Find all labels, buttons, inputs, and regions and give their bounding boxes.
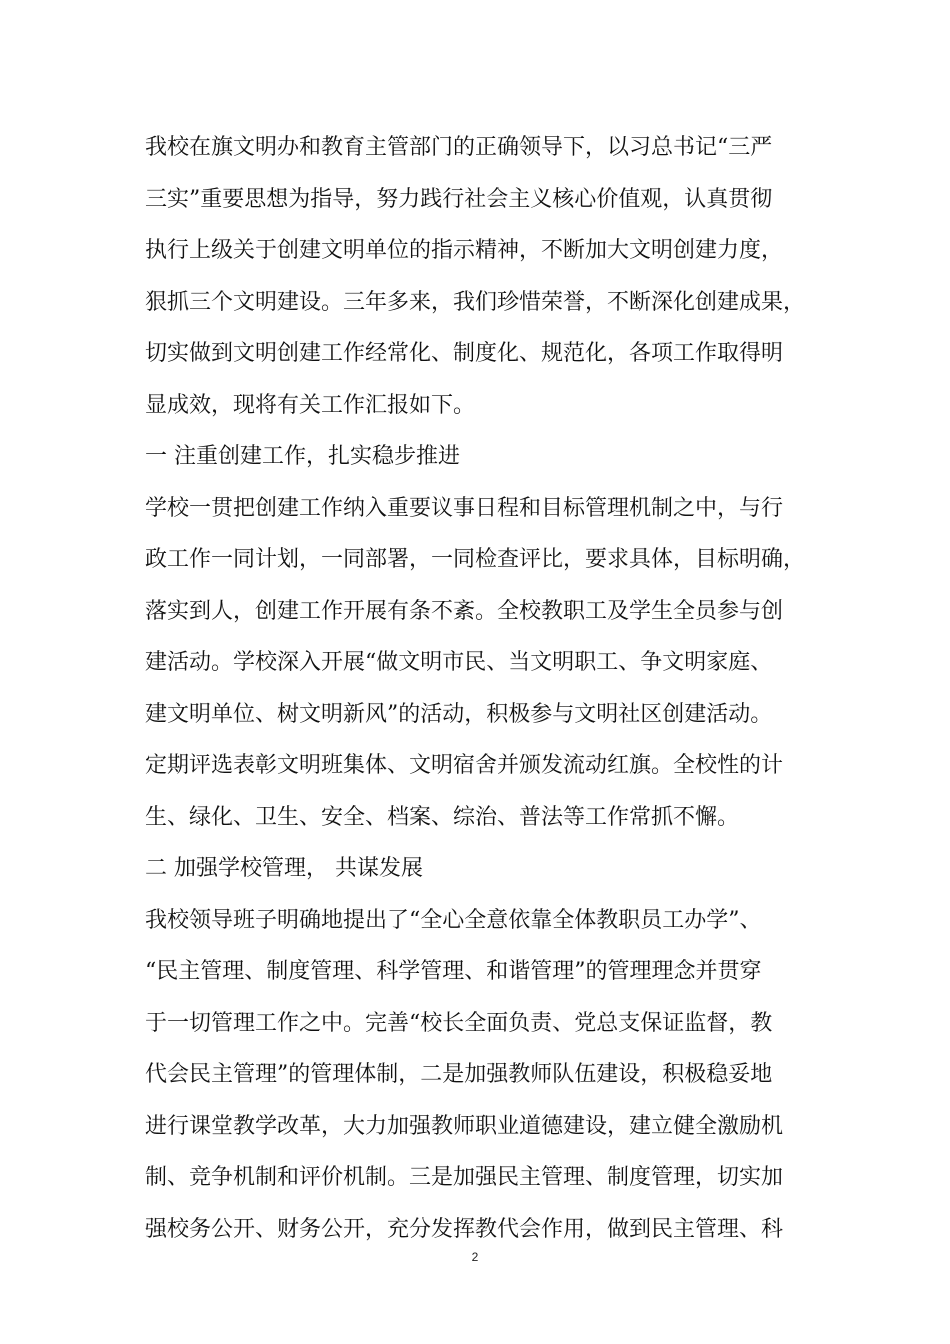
text-line-14: 生、绿化、卫生、安全、档案、综治、普法等工作常抓不懈。	[145, 804, 740, 830]
document-body	[145, 128, 815, 1261]
text-line-3: 执行上级关于创建文明单位的指示精神，不断加大文明创建力度，	[145, 238, 784, 263]
section-heading-1: 一 注重创建工作，扎实稳步推进	[145, 444, 460, 469]
text-line-21: 制、竞争机制和评价机制。三是加强民主管理、制度管理，切实加	[145, 1165, 784, 1190]
text-line-13: 定期评选表彰文明班集体、文明宿舍并颁发流动红旗。全校性的计	[145, 753, 784, 778]
text-line-2: 三实”重要思想为指导，努力践行社会主义核心价值观，认真贯彻	[145, 186, 773, 212]
text-line-8: 学校一贯把创建工作纳入重要议事日程和目标管理机制之中，与行	[145, 495, 784, 521]
text-line-6: 显成效，现将有关工作汇报如下。	[145, 392, 476, 418]
text-line-18: 于一切管理工作之中。完善“校长全面负责、党总支保证监督，教	[145, 1010, 773, 1036]
text-line-11: 建活动。学校深入开展“做文明市民、当文明职工、争文明家庭、	[145, 650, 773, 675]
text-line-10: 落实到人，创建工作开展有条不紊。全校教职工及学生全员参与创	[145, 598, 784, 624]
text-line-9: 政工作一同计划，一同部署，一同检查评比，要求具体，目标明确，	[145, 547, 806, 572]
text-line-4: 狠抓三个文明建设。三年多来，我们珍惜荣誉，不断深化创建成果，	[145, 289, 806, 315]
section-heading-2: 二 加强学校管理， 共谋发展	[145, 856, 423, 881]
text-line-22: 强校务公开、财务公开，充分发挥教代会作用，做到民主管理、科	[145, 1216, 784, 1242]
text-line-19: 代会民主管理”的管理体制，二是加强教师队伍建设，积极稳妥地	[145, 1062, 773, 1087]
text-line-5: 切实做到文明创建工作经常化、制度化、规范化，各项工作取得明	[145, 341, 784, 366]
text-line-17: “民主管理、制度管理、科学管理、和谐管理”的管理理念并贯穿	[145, 959, 762, 984]
text-line-1: 我校在旗文明办和教育主管部门的正确领导下，以习总书记“三严	[145, 135, 773, 160]
text-line-16: 我校领导班子明确地提出了“全心全意依靠全体教职员工办学”、	[145, 907, 762, 933]
text-line-20: 进行课堂教学改革，大力加强教师职业道德建设，建立健全激励机	[145, 1113, 784, 1139]
text-line-12: 建文明单位、树文明新风”的活动，积极参与文明社区创建活动。	[145, 701, 773, 727]
page-number: 2	[471, 1250, 479, 1264]
